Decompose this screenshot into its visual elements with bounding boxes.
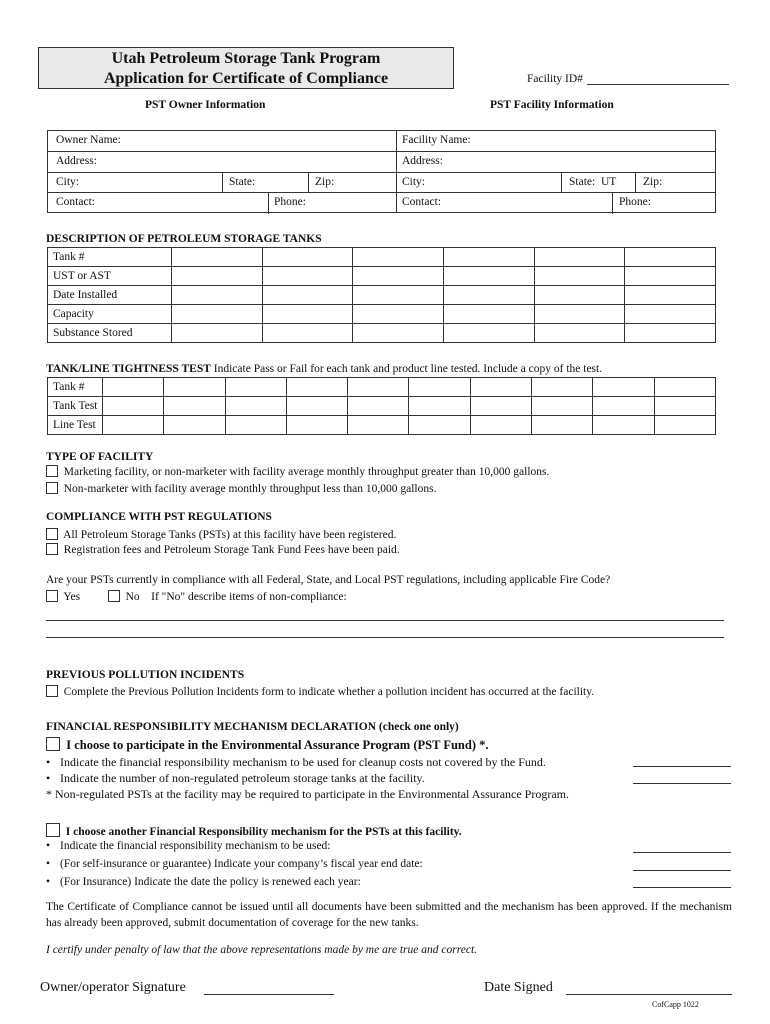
tightness-row [48, 397, 716, 416]
tank-cell[interactable] [625, 324, 716, 343]
compliance-1-checkbox[interactable] [46, 528, 58, 540]
tightness-heading-line [46, 363, 602, 375]
option2-bullet-2: • (For self-insurance or guarantee) Indicate your company’s fiscal year end date: [46, 858, 423, 870]
tightness-cell[interactable] [164, 416, 225, 435]
tightness-row-label: Tank Test [48, 397, 103, 416]
yes-label: Yes [63, 591, 81, 603]
tank-cell[interactable] [443, 286, 534, 305]
facility-type-option-2[interactable] [46, 482, 436, 495]
tank-cell[interactable] [171, 305, 262, 324]
tank-cell[interactable] [171, 286, 262, 305]
option2-bullet-1-text: Indicate the financial responsibility mechanism to be used: [60, 840, 331, 852]
tightness-cell[interactable] [470, 416, 531, 435]
tightness-cell[interactable] [102, 378, 163, 397]
tank-cell[interactable] [534, 267, 625, 286]
signature-line[interactable] [204, 994, 334, 995]
financial-option-2[interactable] [46, 823, 462, 838]
owner-city-field[interactable]: City: [56, 176, 80, 188]
facility-contact-field[interactable]: Contact: [402, 196, 441, 208]
tightness-cell[interactable] [470, 378, 531, 397]
tank-cell[interactable] [443, 248, 534, 267]
info-box [47, 130, 716, 213]
tank-cell[interactable] [353, 248, 444, 267]
pollution-checkbox[interactable] [46, 685, 58, 697]
facility-heading: PST Facility Information [490, 99, 614, 111]
signature-label: Owner/operator Signature [40, 980, 186, 995]
mechanism-line[interactable] [633, 852, 731, 853]
tightness-instructions: Indicate Pass or Fail for each tank and product line tested. Include a copy of the test. [213, 363, 603, 375]
option2-bullet-3-text: (For Insurance) Indicate the date the policy is renewed each year: [60, 876, 361, 888]
option1-bullet-1-text: Indicate the financial responsibility mechanism to be used for cleanup costs not covered by the Fund. [60, 755, 546, 769]
tightness-cell[interactable] [225, 378, 286, 397]
tank-row-label: UST or AST [48, 267, 172, 286]
financial-heading: FINANCIAL RESPONSIBILITY MECHANISM DECLARATION (check one only) [46, 721, 459, 733]
tightness-cell[interactable] [470, 397, 531, 416]
yes-checkbox[interactable] [46, 590, 58, 602]
facility-phone-field[interactable]: Phone: [619, 196, 651, 208]
financial-footnote: * Non-regulated PSTs at the facility may be required to participate in the Environmental Assurance Program. [46, 787, 570, 801]
tank-row [48, 248, 716, 267]
tightness-cell[interactable] [348, 397, 409, 416]
facility-id-field[interactable] [527, 73, 729, 85]
tightness-heading: TANK/LINE TIGHTNESS TEST [46, 363, 211, 375]
facility-type-1-checkbox[interactable] [46, 465, 58, 477]
tank-cell[interactable] [262, 286, 353, 305]
tightness-cell[interactable] [348, 378, 409, 397]
tank-row [48, 324, 716, 343]
certify-statement: I certify under penalty of law that the above representations made by me are true and correct. [46, 944, 478, 956]
tightness-cell[interactable] [409, 397, 470, 416]
tightness-cell[interactable] [102, 416, 163, 435]
compliance-answer-row [46, 590, 347, 603]
tank-cell[interactable] [625, 286, 716, 305]
pollution-label: Complete the Previous Pollution Incidents form to indicate whether a pollution incident has occurred at the facility. [63, 686, 595, 698]
compliance-2-label: Registration fees and Petroleum Storage Tank Fund Fees have been paid. [63, 544, 400, 556]
tightness-row [48, 416, 716, 435]
owner-address-field[interactable]: Address: [56, 155, 97, 167]
facility-address-field[interactable]: Address: [402, 155, 443, 167]
tightness-cell[interactable] [654, 378, 715, 397]
tightness-cell[interactable] [286, 378, 347, 397]
tanks-heading: DESCRIPTION OF PETROLEUM STORAGE TANKS [46, 233, 322, 245]
compliance-option-2[interactable] [46, 543, 400, 556]
tank-cell[interactable] [171, 324, 262, 343]
facility-zip-field[interactable]: Zip: [643, 176, 663, 188]
tank-cell[interactable] [625, 267, 716, 286]
closing-paragraph: The Certificate of Compliance cannot be issued until all documents have been submitted and the mechanism has been approved. If the mechanism has already been approved, submit documentation of coverage for the new tanks. [46, 901, 732, 929]
option2-bullet-1: • Indicate the financial responsibility mechanism to be used: [46, 840, 331, 852]
no-instructions: If "No" describe items of non-compliance: [151, 591, 347, 603]
tightness-table [47, 377, 716, 435]
tank-cell[interactable] [171, 248, 262, 267]
tightness-cell[interactable] [532, 378, 593, 397]
tank-cell[interactable] [534, 324, 625, 343]
tank-cell[interactable] [534, 248, 625, 267]
facility-name-field[interactable]: Facility Name: [402, 134, 471, 146]
tightness-cell[interactable] [286, 397, 347, 416]
option2-bullet-3: • (For Insurance) Indicate the date the policy is renewed each year: [46, 876, 361, 888]
no-label: No [125, 591, 140, 603]
tank-cell[interactable] [443, 267, 534, 286]
tank-cell[interactable] [625, 248, 716, 267]
owner-zip-field[interactable]: Zip: [315, 176, 335, 188]
title-line-1: Utah Petroleum Storage Tank Program [111, 50, 381, 67]
tightness-cell[interactable] [225, 397, 286, 416]
tank-cell[interactable] [353, 305, 444, 324]
tank-row-label: Tank # [48, 248, 172, 267]
option1-bullet-1: • Indicate the financial responsibility mechanism to be used for cleanup costs not covered by the Fund. [46, 755, 546, 769]
other-mechanism-checkbox[interactable] [46, 823, 60, 837]
tightness-cell[interactable] [593, 416, 654, 435]
tightness-cell[interactable] [593, 378, 654, 397]
facility-type-2-checkbox[interactable] [46, 482, 58, 494]
tank-row-label: Date Installed [48, 286, 172, 305]
tightness-cell[interactable] [286, 416, 347, 435]
tank-row-label: Capacity [48, 305, 172, 324]
facility-type-heading: TYPE OF FACILITY [46, 451, 154, 463]
compliance-2-checkbox[interactable] [46, 543, 58, 555]
pst-fund-checkbox[interactable] [46, 737, 60, 751]
tank-cell[interactable] [353, 324, 444, 343]
date-signed-line[interactable] [566, 994, 732, 995]
owner-phone-field[interactable]: Phone: [274, 196, 306, 208]
option1-bullet-2: • Indicate the number of non-regulated petroleum storage tanks at the facility. [46, 771, 425, 785]
tank-row [48, 305, 716, 324]
tightness-cell[interactable] [409, 416, 470, 435]
tightness-cell[interactable] [532, 416, 593, 435]
tightness-cell[interactable] [164, 378, 225, 397]
tank-cell[interactable] [443, 324, 534, 343]
facility-id-line[interactable] [587, 73, 729, 85]
pst-fund-label: I choose to participate in the Environmental Assurance Program (PST Fund) *. [66, 738, 489, 752]
noncompliance-line-1[interactable] [46, 620, 724, 621]
tank-cell[interactable] [262, 305, 353, 324]
tank-cell[interactable] [262, 267, 353, 286]
tank-cell[interactable] [353, 267, 444, 286]
form-code: CofCapp 1022 [652, 1000, 699, 1009]
tightness-cell[interactable] [654, 397, 715, 416]
tank-row-label: Substance Stored [48, 324, 172, 343]
compliance-option-1[interactable] [46, 528, 396, 541]
no-checkbox[interactable] [108, 590, 120, 602]
tightness-cell[interactable] [348, 416, 409, 435]
tightness-cell[interactable] [164, 397, 225, 416]
tightness-row-label: Line Test [48, 416, 103, 435]
date-signed-label: Date Signed [484, 980, 553, 995]
tank-cell[interactable] [171, 267, 262, 286]
facility-state-value: UT [600, 176, 617, 188]
facility-type-option-1[interactable] [46, 465, 549, 478]
tank-cell[interactable] [353, 286, 444, 305]
policy-renewal-line[interactable] [633, 887, 731, 888]
tightness-cell[interactable] [532, 397, 593, 416]
noncompliance-line-2[interactable] [46, 637, 724, 638]
owner-heading: PST Owner Information [145, 99, 266, 111]
pollution-heading: PREVIOUS POLLUTION INCIDENTS [46, 669, 245, 681]
facility-city-field[interactable]: City: [402, 176, 426, 188]
tightness-cell[interactable] [654, 416, 715, 435]
facility-type-1-label: Marketing facility, or non-marketer with facility average monthly throughput greater than 10,000 gallons. [63, 466, 550, 478]
compliance-heading: COMPLIANCE WITH PST REGULATIONS [46, 511, 272, 523]
tank-cell[interactable] [534, 286, 625, 305]
tanks-table [47, 247, 716, 343]
tank-cell[interactable] [443, 305, 534, 324]
tightness-row [48, 378, 716, 397]
financial-option-1[interactable] [46, 737, 488, 753]
owner-contact-field[interactable]: Contact: [56, 196, 95, 208]
fund-mechanism-line[interactable] [633, 766, 731, 767]
facility-type-2-label: Non-marketer with facility average monthly throughput less than 10,000 gallons. [63, 483, 437, 495]
option2-bullet-2-text: (For self-insurance or guarantee) Indicate your company’s fiscal year end date: [60, 858, 423, 870]
fiscal-year-line[interactable] [633, 870, 731, 871]
tank-cell[interactable] [262, 248, 353, 267]
nonregulated-count-line[interactable] [633, 783, 731, 784]
tightness-cell[interactable] [593, 397, 654, 416]
other-mechanism-label: I choose another Financial Responsibility mechanism for the PSTs at this facility. [65, 826, 462, 838]
pollution-option[interactable] [46, 685, 594, 698]
tightness-row-label: Tank # [48, 378, 103, 397]
tightness-cell[interactable] [409, 378, 470, 397]
owner-name-field[interactable]: Owner Name: [56, 134, 121, 146]
facility-state-field[interactable]: State: UT [569, 176, 617, 188]
owner-state-field[interactable]: State: [229, 176, 256, 188]
tank-cell[interactable] [534, 305, 625, 324]
tank-row [48, 286, 716, 305]
tightness-cell[interactable] [102, 397, 163, 416]
facility-id-label: Facility ID# [527, 73, 583, 85]
tightness-cell[interactable] [225, 416, 286, 435]
compliance-question: Are your PSTs currently in compliance with all Federal, State, and Local PST regulations, including applicable Fire Code? [46, 574, 611, 586]
compliance-1-label: All Petroleum Storage Tanks (PSTs) at this facility have been registered. [63, 529, 397, 541]
form-title [38, 47, 454, 89]
tank-row [48, 267, 716, 286]
tank-cell[interactable] [625, 305, 716, 324]
tank-cell[interactable] [262, 324, 353, 343]
title-line-2: Application for Certificate of Compliance [103, 70, 389, 87]
option1-bullet-2-text: Indicate the number of non-regulated petroleum storage tanks at the facility. [60, 771, 425, 785]
